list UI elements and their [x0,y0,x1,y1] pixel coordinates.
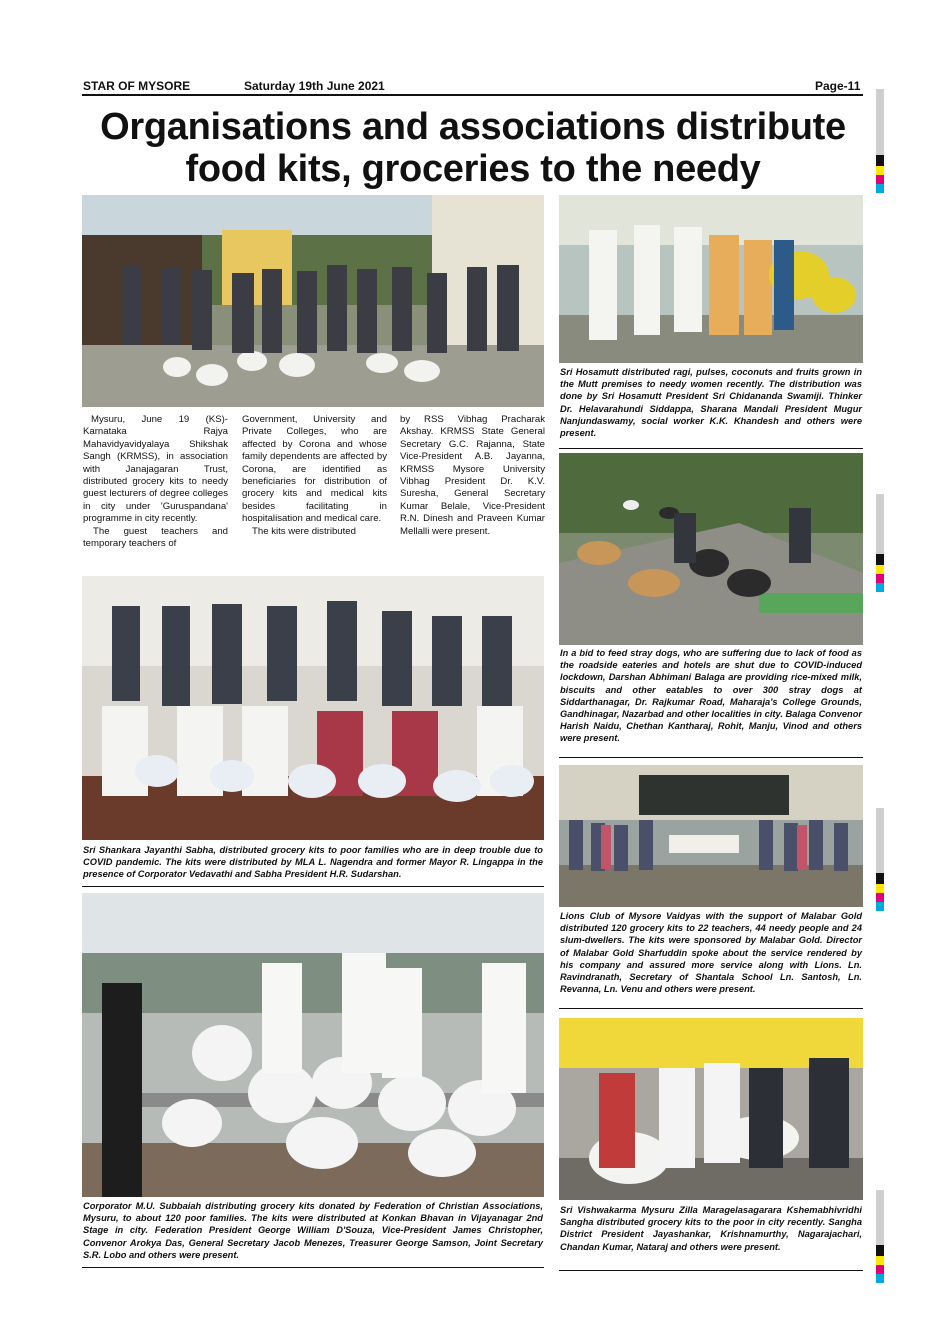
article-col1-paragraph-2: The guest teachers and temporary teachers of [83,525,228,550]
article-col2-paragraph-1: Government, University and Private Colleges, who are affected by Corona and whose family dependents are affected by Corona, are identified as beneficiaries for distribution of grocery kits and medical kits besides facilitating in hospitalisation and medical care. [242,414,387,525]
photo-krmss-group [82,195,544,407]
caption-rule-christian-federation [82,1267,544,1268]
article-col1-paragraph-1: Mysuru, June 19 (KS)- Karnataka Rajya Mahavidyavidyalaya Shikshak Sangh (KRMSS), in association with Janajagaran Trust, distributed grocery kits to needy guest lecturers of degree colleges in city under 'Guruspandana' programme in city recently. [83,414,228,525]
caption-stray-dogs: In a bid to feed stray dogs, who are suffering due to lack of food as the roadside eateries and hotels are shut due to COVID-induced lockdown, Darshan Abhimani Balaga are providing rice-mixed milk, biscuits and other eatables to over 300 stray dogs at Siddarthanagar, Dr. Rajkumar Road, Maharaja's College Grounds, Gandhinagar, Nazarbad and other localities in city. Balaga Convenor Harish Naidu, Chethan Kantharaj, Rohit, Manju, Vinod and others were present. [560,648,862,744]
article-column-3 [400,414,545,538]
caption-lions-club: Lions Club of Mysore Vaidyas with the support of Malabar Gold distributed 120 grocery kits to 22 teachers, 44 needy people and 24 slum-dwellers. The kits were sponsored by Malabar Gold. Director of Malabar Gold Sharfuddin spoke about the service rendered by his company and assured more service along with Lions. Ln. Ravindranath, Secretary of Shantala School Ln. Santosh, Ln. Revanna, Ln. Venu and others were present. [560,911,862,995]
registration-mark-yellow-4 [876,1256,884,1265]
photo-hosamutt [559,195,863,363]
registration-mark-cyan-2 [876,583,884,592]
headline-line-1: Organisations and associations distribute [100,106,846,148]
caption-rule-stray-dogs [559,757,863,758]
registration-mark-grey-mid [876,494,884,554]
masthead-date: Saturday 19th June 2021 [244,79,385,93]
registration-mark-magenta-3 [876,893,884,902]
registration-mark-black-4 [876,1245,884,1256]
caption-rule-vishwakarma-sangha [559,1270,863,1271]
article-col3-paragraph-1: by RSS Vibhag Pracharak Akshay. KRMSS State General Secretary G.C. Rajanna, State Vice-President A.B. Jayanna, KRMSS Mysore University Vibhag President Dr. K.V. Suresha, General Secretary Kumar Belale, Vice-President R.N. Dinesh and Praveen Kumar Mellalli were present. [400,414,545,537]
registration-mark-magenta-2 [876,574,884,583]
registration-mark-black-1 [876,155,884,166]
masthead-paper-name: STAR OF MYSORE [83,79,191,93]
caption-vishwakarma-sangha: Sri Vishwakarma Mysuru Zilla Maragelasagarara Kshemabhivridhi Sangha distributed grocery kits to the poor in city recently. Sangha District President Jayashankar, Krishnamurthy, Nagarajachari, Chandan Kumar, Nataraj and others were present. [560,1205,862,1252]
caption-rule-shankara-sabha [82,886,544,887]
photo-shankara-sabha [82,576,544,840]
photo-stray-dogs [559,453,863,645]
registration-mark-cyan-4 [876,1274,884,1283]
registration-mark-grey-bottom [876,1190,884,1245]
caption-christian-federation: Corporator M.U. Subbaiah distributing grocery kits donated by Federation of Christian Associations, Mysuru, to about 120 poor families. The kits were distributed at Konkan Bhavan in Vijayanagar 2nd Stage in city. Federation President George William D'Souza, Vice-President James Christopher, Convenor Arokya Das, General Secretary Jacob Menezes, Treasurer George Samson, Joint Secretary S.R. Lobo and others were present. [83,1201,543,1260]
registration-mark-magenta-1 [876,175,884,184]
registration-mark-cyan-1 [876,184,884,193]
registration-mark-magenta-4 [876,1265,884,1274]
caption-shankara-sabha: Sri Shankara Jayanthi Sabha, distributed grocery kits to poor families who are in deep trouble due to COVID pandemic. The kits were distributed by MLA L. Nagendra and former Mayor R. Lingappa in the presence of Corporator Vedavathi and Sabha President H.R. Sudarshan. [83,845,543,880]
headline-line-2: food kits, groceries to the needy [185,148,761,190]
registration-mark-yellow-3 [876,884,884,893]
registration-mark-yellow-2 [876,565,884,574]
article-column-2 [242,414,387,538]
registration-mark-cyan-3 [876,902,884,911]
caption-rule-lions-club [559,1008,863,1009]
registration-mark-black-3 [876,873,884,884]
article-col2-paragraph-2: The kits were distributed [252,525,356,537]
caption-hosamutt: Sri Hosamutt distributed ragi, pulses, coconuts and fruits grown in the Mutt premises to needy women recently. The distribution was done by Sri Hosamutt President Sri Chidananda Swamiji. Thinker Dr. Helavarahundi Siddappa, Sharana Mandali President Mugur Nanjundaswamy, social worker K.K. Khandesh and others were present. [560,367,862,439]
registration-mark-grey-low [876,808,884,873]
caption-rule-hosamutt [559,448,863,449]
registration-mark-yellow-1 [876,166,884,175]
photo-christian-federation [82,893,544,1197]
masthead-page-number: Page-11 [815,79,861,93]
masthead-rule [82,94,863,96]
article-column-1 [83,414,228,550]
photo-vishwakarma-sangha [559,1018,863,1200]
photo-lions-club [559,765,863,907]
registration-mark-grey-top [876,89,884,155]
page-headline [78,106,868,190]
registration-mark-black-2 [876,554,884,565]
